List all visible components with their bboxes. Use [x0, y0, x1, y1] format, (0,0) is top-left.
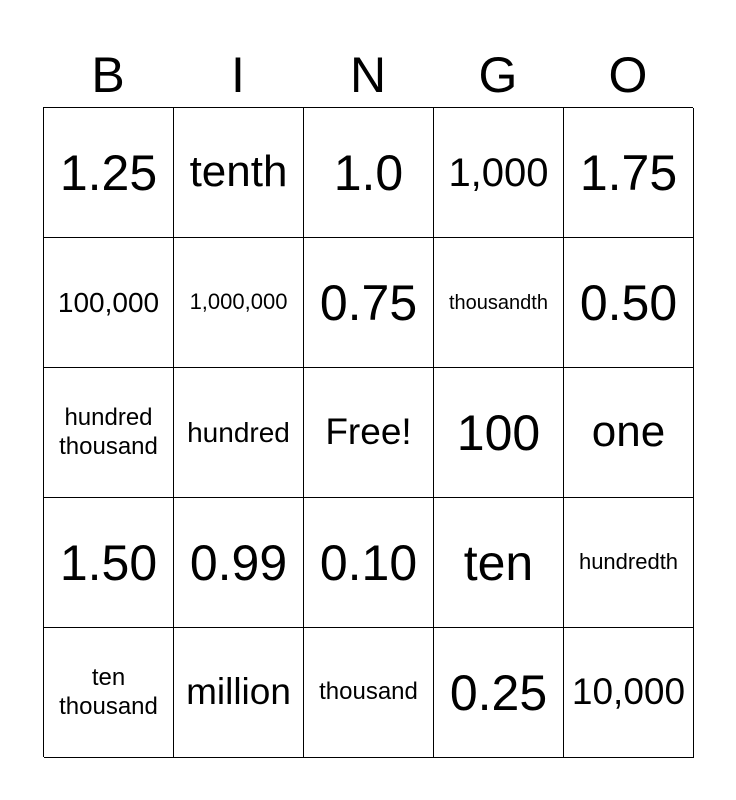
bingo-cell-r4-c1[interactable]: 1.50: [44, 498, 174, 628]
bingo-cell-r1-c1[interactable]: 1.25: [44, 108, 174, 238]
bingo-cell-r1-c4[interactable]: 1,000: [434, 108, 564, 238]
bingo-cell-r5-c2[interactable]: million: [174, 628, 304, 758]
bingo-header: [43, 44, 693, 106]
bingo-cell-r2-c5[interactable]: 0.50: [564, 238, 694, 368]
bingo-cell-r2-c1[interactable]: 100,000: [44, 238, 174, 368]
bingo-cell-r1-c3[interactable]: 1.0: [304, 108, 434, 238]
bingo-cell-r5-c5[interactable]: 10,000: [564, 628, 694, 758]
header-letter-o: O: [608, 47, 648, 103]
bingo-cell-r4-c4[interactable]: ten: [434, 498, 564, 628]
bingo-cell-r3-c3-free[interactable]: Free!: [304, 368, 434, 498]
bingo-board: [43, 107, 693, 757]
header-letter-b: B: [91, 47, 125, 103]
header-letter-g: G: [478, 47, 518, 103]
bingo-cell-r1-c5[interactable]: 1.75: [564, 108, 694, 238]
bingo-cell-r4-c5[interactable]: hundredth: [564, 498, 694, 628]
bingo-cell-r3-c1[interactable]: hundred thousand: [44, 368, 174, 498]
bingo-cell-r2-c2[interactable]: 1,000,000: [174, 238, 304, 368]
bingo-cell-r3-c2[interactable]: hundred: [174, 368, 304, 498]
bingo-cell-r4-c3[interactable]: 0.10: [304, 498, 434, 628]
bingo-cell-r5-c3[interactable]: thousand: [304, 628, 434, 758]
bingo-cell-r1-c2[interactable]: tenth: [174, 108, 304, 238]
bingo-cell-r5-c1[interactable]: ten thousand: [44, 628, 174, 758]
bingo-cell-r4-c2[interactable]: 0.99: [174, 498, 304, 628]
header-letter-n: N: [349, 47, 387, 103]
bingo-cell-r5-c4[interactable]: 0.25: [434, 628, 564, 758]
bingo-cell-r3-c5[interactable]: one: [564, 368, 694, 498]
bingo-cell-r3-c4[interactable]: 100: [434, 368, 564, 498]
bingo-cell-r2-c4[interactable]: thousandth: [434, 238, 564, 368]
bingo-cell-r2-c3[interactable]: 0.75: [304, 238, 434, 368]
header-letter-i: I: [231, 47, 245, 103]
